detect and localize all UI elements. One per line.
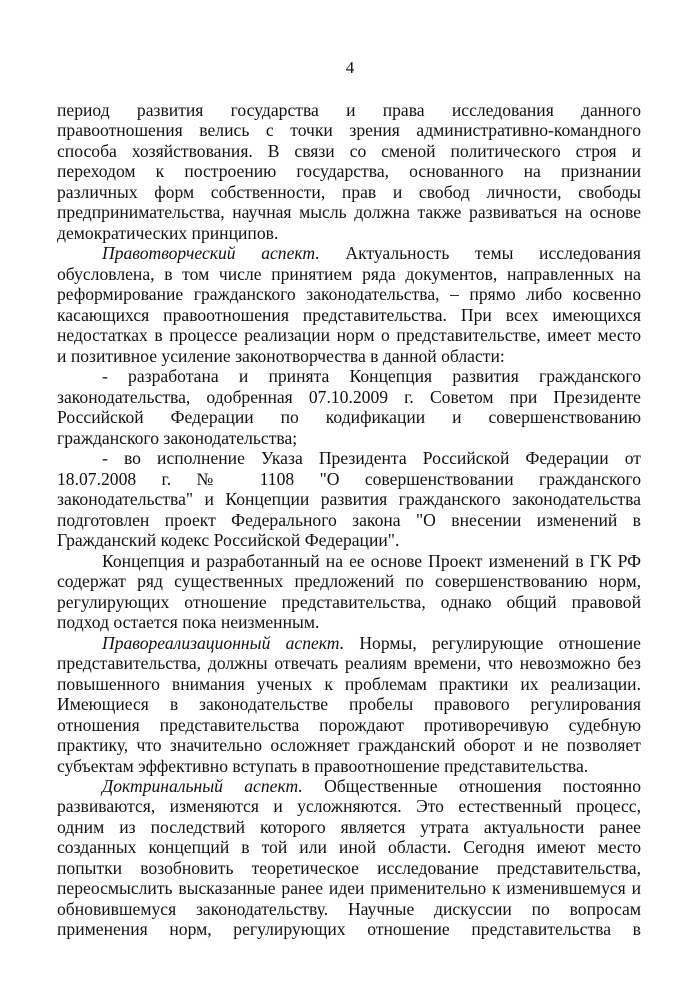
text-line bbox=[57, 776, 641, 796]
line-text: регулирующих отношение представительства, однако общий правовой bbox=[57, 591, 641, 612]
line-text: Общественные отношения постоянно bbox=[302, 775, 641, 796]
line-text: одним из последствий которого является утрата актуальности ранее bbox=[57, 816, 641, 837]
text-line bbox=[57, 551, 641, 571]
line-text: законодательства, одобренная 07.10.2009 г. Советом при Президенте bbox=[57, 386, 641, 407]
line-text: подход остается пока неизменным. bbox=[57, 612, 320, 633]
line-text: период развития государства и права исследования данного bbox=[57, 100, 641, 120]
text-line bbox=[57, 182, 641, 202]
line-text: Имеющиеся в законодательстве пробелы правового регулирования bbox=[57, 694, 641, 715]
page-number: 4 bbox=[345, 58, 355, 77]
text-line bbox=[57, 489, 641, 509]
document-body bbox=[57, 100, 641, 940]
line-text: демократических принципов. bbox=[57, 222, 279, 243]
text-line bbox=[57, 141, 641, 161]
text-line bbox=[57, 428, 641, 448]
line-text: правоотношения велись с точки зрения административно-командного bbox=[57, 120, 641, 141]
text-line bbox=[57, 756, 641, 776]
line-text: практику, что значительно осложняет гражданский оборот и не позволяет bbox=[57, 735, 641, 756]
text-line bbox=[57, 284, 641, 304]
line-text: отношения представительства порождают противоречивую судебную bbox=[57, 714, 641, 735]
line-text: переосмыслить высказанные ранее идеи применительно к изменившемуся и bbox=[57, 878, 641, 899]
aspect-heading: Правотворческий аспект. bbox=[102, 243, 320, 264]
text-line bbox=[57, 653, 641, 673]
line-text: подготовлен проект Федерального закона "О внесении изменений в bbox=[57, 509, 641, 530]
text-line bbox=[57, 305, 641, 325]
line-text: реформирование гражданского законодательства, – прямо либо косвенно bbox=[57, 284, 641, 305]
line-text: способа хозяйствования. В связи со сменой политического строя и bbox=[57, 140, 641, 161]
line-text: содержат ряд существенных предложений по совершенствованию норм, bbox=[57, 571, 641, 592]
text-line bbox=[57, 817, 641, 837]
line-text: законодательства" и Концепции развития гражданского законодательства bbox=[57, 489, 641, 510]
line-text: переходом к построению государства, основанного на признании bbox=[57, 161, 641, 182]
text-line bbox=[57, 510, 641, 530]
text-line bbox=[57, 674, 641, 694]
line-text: Нормы, регулирующие отношение bbox=[344, 632, 641, 653]
text-line bbox=[57, 530, 641, 550]
line-text: недостатках в процессе реализации норм о представительстве, имеет место bbox=[57, 325, 641, 346]
line-text: применения норм, регулирующих отношение представительства в bbox=[57, 919, 641, 940]
line-text: субъектам эффективно вступать в правоотношение представительства. bbox=[57, 755, 589, 776]
line-text: Актуальность темы исследования bbox=[319, 243, 641, 264]
line-text: различных форм собственности, прав и свобод личности, свободы bbox=[57, 181, 641, 202]
text-line bbox=[57, 633, 641, 653]
line-text: созданных концепций в той или иной области. Сегодня имеют место bbox=[57, 837, 641, 858]
line-text: развиваются, изменяются и усложняются. Это естественный процесс, bbox=[57, 796, 641, 817]
text-line bbox=[57, 571, 641, 591]
line-text: касающихся правоотношения представительства. При всех имеющихся bbox=[57, 304, 641, 325]
text-line bbox=[57, 243, 641, 263]
aspect-heading: Правореализационный аспект. bbox=[102, 632, 345, 653]
line-text: - во исполнение Указа Президента Российской Федерации от bbox=[102, 448, 641, 469]
line-text: Концепция и разработанный на ее основе Проект изменений в ГК РФ bbox=[102, 550, 641, 571]
line-text: - разработана и принята Концепция развития гражданского bbox=[102, 366, 641, 387]
text-line bbox=[57, 837, 641, 857]
text-line bbox=[57, 366, 641, 386]
line-text: попытки возобновить теоретическое исследование представительства, bbox=[57, 857, 641, 878]
text-line bbox=[57, 715, 641, 735]
text-line bbox=[57, 161, 641, 181]
text-line bbox=[57, 592, 641, 612]
line-text: и позитивное усиление законотворчества в данной области: bbox=[57, 345, 505, 366]
text-line bbox=[57, 469, 641, 489]
text-line bbox=[57, 407, 641, 427]
text-line bbox=[57, 612, 641, 632]
text-line bbox=[57, 325, 641, 345]
text-line bbox=[57, 899, 641, 919]
aspect-heading: Доктринальный аспект. bbox=[102, 775, 303, 796]
line-text: повышенного внимания ученых к проблемам практики их реализации. bbox=[57, 673, 641, 694]
line-text: предпринимательства, научная мысль должна также развиваться на основе bbox=[57, 202, 641, 223]
text-line bbox=[57, 448, 641, 468]
text-line bbox=[57, 202, 641, 222]
line-text: 18.07.2008 г. № 1108 "О совершенствовании гражданского bbox=[57, 468, 641, 489]
text-line bbox=[57, 387, 641, 407]
line-text: гражданского законодательства; bbox=[57, 427, 298, 448]
line-text: Российской Федерации по кодификации и совершенствованию bbox=[57, 407, 641, 428]
text-line bbox=[57, 858, 641, 878]
line-text: обновившемуся законодательству. Научные дискуссии по вопросам bbox=[57, 898, 641, 919]
text-line bbox=[57, 735, 641, 755]
text-line bbox=[57, 346, 641, 366]
text-line bbox=[57, 100, 641, 120]
text-line bbox=[57, 694, 641, 714]
text-line bbox=[57, 264, 641, 284]
line-text: Гражданский кодекс Российской Федерации". bbox=[57, 530, 400, 551]
line-text: обусловлена, в том числе принятием ряда документов, направленных на bbox=[57, 263, 641, 284]
text-line bbox=[57, 120, 641, 140]
line-text: представительства, должны отвечать реалиям времени, что невозможно без bbox=[57, 653, 641, 674]
text-line bbox=[57, 796, 641, 816]
text-line bbox=[57, 878, 641, 898]
text-line bbox=[57, 223, 641, 243]
text-line bbox=[57, 919, 641, 939]
